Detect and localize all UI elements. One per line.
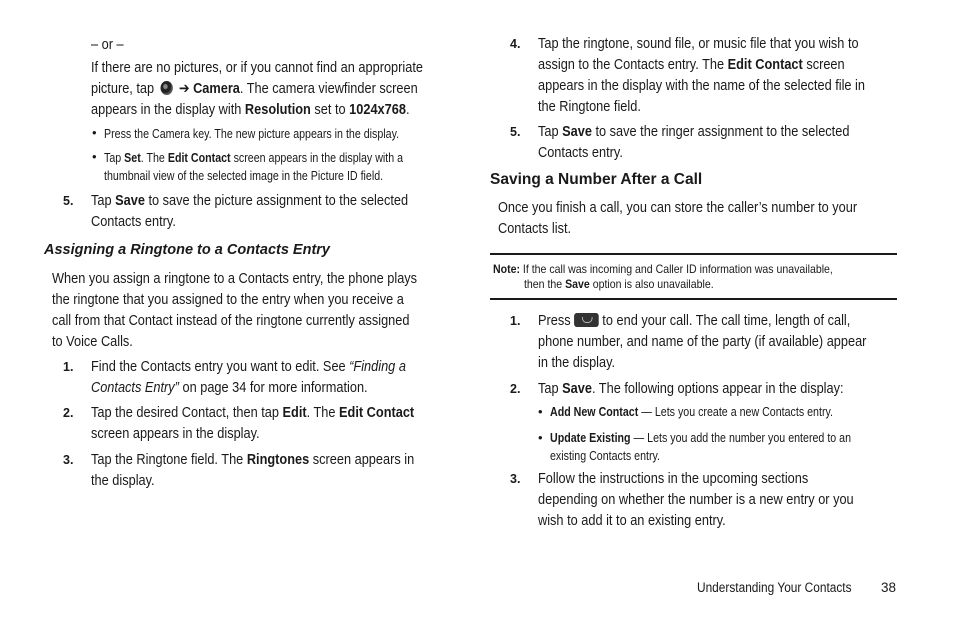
step-number: 5. <box>63 194 74 208</box>
step-number: 4. <box>510 37 521 51</box>
step5-line2: Contacts entry. <box>91 214 176 230</box>
ringtone-intro-line4: to Voice Calls. <box>52 334 133 350</box>
step-number: 5. <box>510 125 521 139</box>
ringtone-step4-line4: the Ringtone field. <box>538 99 641 115</box>
saving-step1-line2: phone number, and name of the party (if available) appear <box>538 334 867 350</box>
bullet-tap-set-line2: thumbnail view of the selected image in the Picture ID field. <box>104 168 384 183</box>
section-heading-ringtone: Assigning a Ringtone to a Contacts Entry <box>44 242 330 258</box>
bullet-camera-key: Press the Camera key. The new picture appears in the display. <box>104 126 400 141</box>
saving-step3-line3: wish to add it to an existing entry. <box>538 513 726 529</box>
ringtone-step5-line2: Contacts entry. <box>538 145 623 161</box>
ringtone-step3-line1: Tap the Ringtone field. The Ringtones screen appears in <box>91 452 415 468</box>
ringtone-step2-line1: Tap the desired Contact, then tap Edit. The Edit Contact <box>91 405 415 421</box>
ringtone-step4-line2: assign to the Contacts entry. The Edit Contact screen <box>538 57 845 73</box>
saving-step3-line2: depending on whether the number is a new entry or you <box>538 492 854 508</box>
step-number: 3. <box>63 453 74 467</box>
note-top-divider <box>490 253 897 255</box>
ringtone-intro-line1: When you assign a ringtone to a Contacts entry, the phone plays <box>52 271 418 287</box>
note-bottom-divider <box>490 298 897 300</box>
ringtone-step1-line1: Find the Contacts entry you want to edit. See “Finding a <box>91 359 406 375</box>
option-update-existing-line2: existing Contacts entry. <box>550 448 661 463</box>
note-line1: Note: If the call was incoming and Caller ID information was unavailable, <box>493 262 833 276</box>
saving-step1-line1: Press to end your call. The call time, length of call, <box>538 313 851 329</box>
para-no-pictures-line2: picture, tap ➔ Camera. The camera viewfinder screen <box>91 81 418 97</box>
step-number: 2. <box>63 406 74 420</box>
saving-step3-line1: Follow the instructions in the upcoming sections <box>538 471 809 487</box>
bullet-dot: • <box>92 149 97 164</box>
saving-intro-line1: Once you finish a call, you can store the caller’s number to your <box>498 200 858 216</box>
or-separator: – or – <box>91 37 124 53</box>
end-key-icon <box>574 313 599 327</box>
camera-icon <box>160 81 172 95</box>
bullet-dot: • <box>538 404 543 419</box>
page-number: 38 <box>881 580 897 595</box>
bullet-dot: • <box>538 430 543 445</box>
ringtone-step4-line3: appears in the display with the name of the selected file in <box>538 78 866 94</box>
option-update-existing-line1: Update Existing — Lets you add the number you entered to an <box>550 430 852 445</box>
step-number: 2. <box>510 382 521 396</box>
bullet-tap-set-line1: Tap Set. The Edit Contact screen appears in the display with a <box>104 150 404 165</box>
arrow-icon: ➔ <box>178 81 190 97</box>
ringtone-step3-line2: the display. <box>91 473 155 489</box>
cross-reference-link[interactable]: Contacts Entry” <box>91 380 179 396</box>
step-number: 3. <box>510 472 521 486</box>
saving-step2-line1: Tap Save. The following options appear in the display: <box>538 381 844 397</box>
option-add-new-contact: Add New Contact — Lets you create a new Contacts entry. <box>550 404 834 419</box>
ringtone-step4-line1: Tap the ringtone, sound file, or music file that you wish to <box>538 36 859 52</box>
para-no-pictures-line1: If there are no pictures, or if you cannot find an appropriate <box>91 60 423 76</box>
footer-section-title: Understanding Your Contacts <box>697 580 852 595</box>
step-number: 1. <box>63 360 74 374</box>
step-number: 1. <box>510 314 521 328</box>
ringtone-step1-line2: Contacts Entry” on page 34 for more information. <box>91 380 368 396</box>
section-heading-saving: Saving a Number After a Call <box>490 171 703 188</box>
step5-line1: Tap Save to save the picture assignment to the selected <box>91 193 409 209</box>
ringtone-step2-line2: screen appears in the display. <box>91 426 260 442</box>
note-line2: then the Save option is also unavailable. <box>524 277 714 291</box>
cross-reference-link[interactable]: “Finding a <box>349 359 406 375</box>
saving-intro-line2: Contacts list. <box>498 221 572 237</box>
para-no-pictures-line3: appears in the display with Resolution set to 1024x768. <box>91 102 410 118</box>
ringtone-step5-line1: Tap Save to save the ringer assignment to the selected <box>538 124 850 140</box>
bullet-dot: • <box>92 125 97 140</box>
ringtone-intro-line3: call from that Contact instead of the ringtone currently assigned <box>52 313 410 329</box>
saving-step1-line3: in the display. <box>538 355 616 371</box>
ringtone-intro-line2: the ringtone that you assigned to the entry when you receive a <box>52 292 404 308</box>
